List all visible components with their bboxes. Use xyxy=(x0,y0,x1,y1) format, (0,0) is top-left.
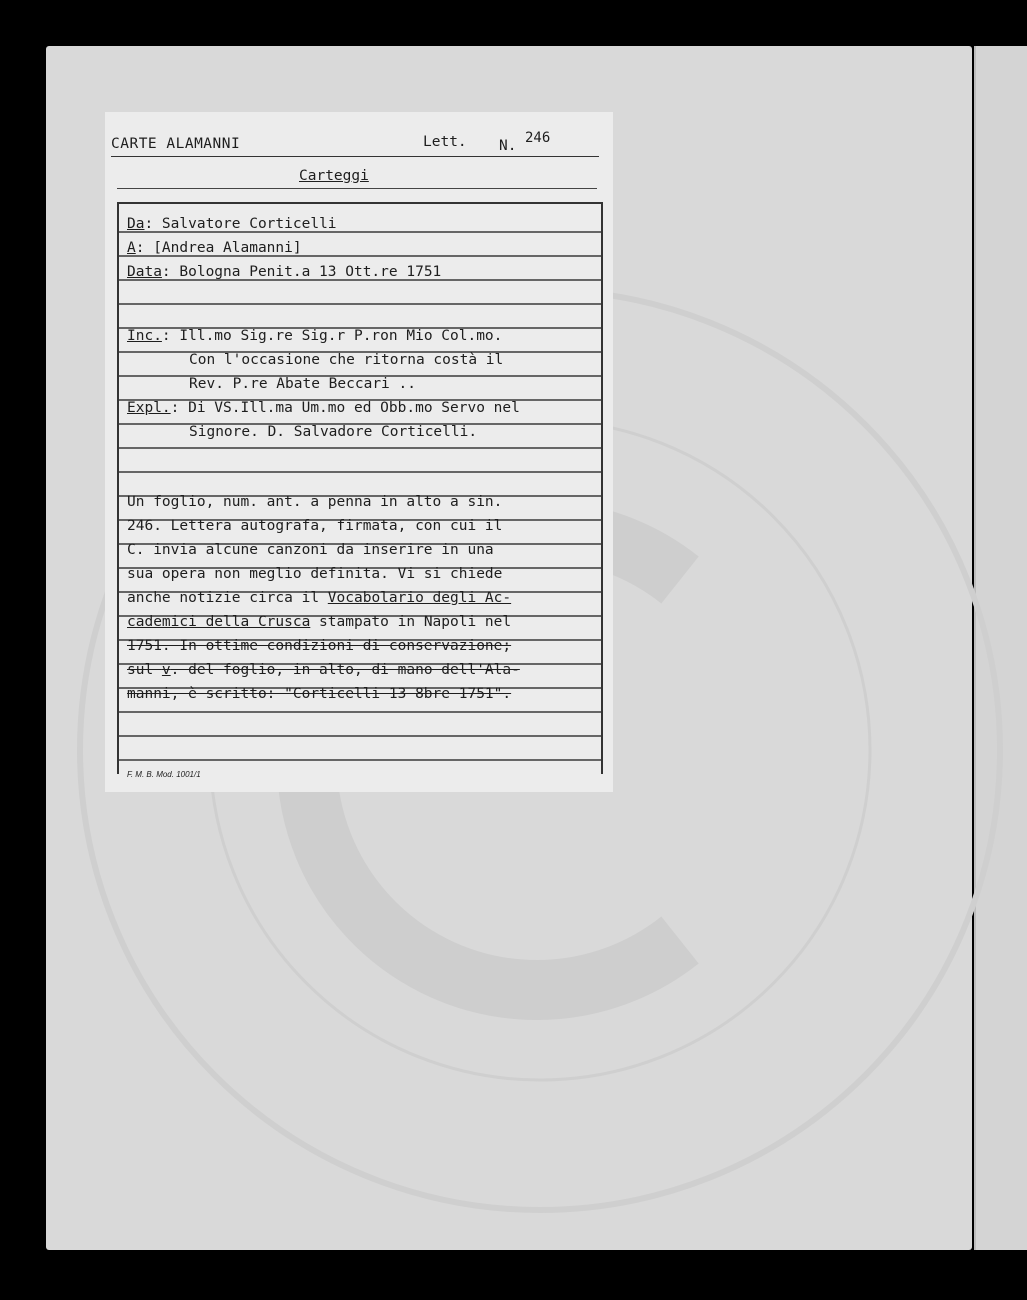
series-row xyxy=(117,168,597,189)
desc-line-8a: sul xyxy=(127,662,162,678)
inc-label: Inc. xyxy=(127,328,162,344)
field-explicit xyxy=(127,400,520,416)
desc-line-6 xyxy=(127,614,511,630)
desc-line-8 xyxy=(127,662,520,678)
expl-label: Expl. xyxy=(127,400,171,416)
a-value: : [Andrea Alamanni] xyxy=(135,240,302,256)
inc-line-1: : Ill.mo Sig.re Sig.r P.ron Mio Col.mo. xyxy=(161,328,503,344)
letter-number: 246 xyxy=(525,130,551,146)
desc-line-2: 246. Lettera autografa, firmata, con cui il xyxy=(127,518,503,534)
desc-line-8c: . del foglio, in alto, di mano dell'Ala- xyxy=(170,662,520,678)
desc-line-5 xyxy=(127,590,511,606)
number-field xyxy=(499,130,551,154)
da-value: : Salvatore Corticelli xyxy=(144,216,337,232)
lett-label: Lett. xyxy=(423,134,467,150)
field-incipit xyxy=(127,328,502,344)
desc-title-1: Vocabolario degli Ac- xyxy=(327,590,512,606)
record-box xyxy=(117,202,603,774)
da-label: Da xyxy=(127,216,145,232)
facing-page xyxy=(974,46,1027,1250)
a-label: A xyxy=(127,240,136,256)
field-da xyxy=(127,216,337,232)
data-label: Data xyxy=(127,264,162,280)
field-data xyxy=(127,264,441,280)
desc-line-7: 1751. In ottime condizioni di conservazione; xyxy=(127,638,512,654)
card-header xyxy=(111,130,599,157)
expl-line-1: : Di VS.Ill.ma Um.mo ed Obb.mo Servo nel xyxy=(170,400,520,416)
desc-line-9: manni, è scritto: "Corticelli 13 8bre 1751". xyxy=(127,686,512,702)
desc-title-2: cademici della Crusca xyxy=(127,614,311,630)
data-value: : Bologna Penit.a 13 Ott.re 1751 xyxy=(161,264,442,280)
desc-line-4: sua opera non meglio definita. Vi si chiede xyxy=(127,566,503,582)
expl-line-2: Signore. D. Salvadore Corticelli. xyxy=(189,424,478,440)
desc-line-6b: stampato in Napoli nel xyxy=(310,614,512,630)
inc-line-2: Con l'occasione che ritorna costà il xyxy=(189,352,504,368)
desc-verso: v xyxy=(161,662,171,678)
collection-name: CARTE ALAMANNI xyxy=(111,136,241,152)
desc-line-3: C. invia alcune canzoni da inserire in una xyxy=(127,542,494,558)
series-name: Carteggi xyxy=(299,168,369,184)
desc-line-5a: anche notizie circa il xyxy=(127,590,328,606)
field-a xyxy=(127,240,302,256)
n-label: N. xyxy=(499,138,517,154)
inc-line-3: Rev. P.re Abate Beccari .. xyxy=(189,376,416,392)
catalog-card xyxy=(105,112,613,792)
form-code: F. M. B. Mod. 1001/1 xyxy=(127,770,201,779)
desc-line-1: Un foglio, num. ant. a penna in alto a sin. xyxy=(127,494,503,510)
